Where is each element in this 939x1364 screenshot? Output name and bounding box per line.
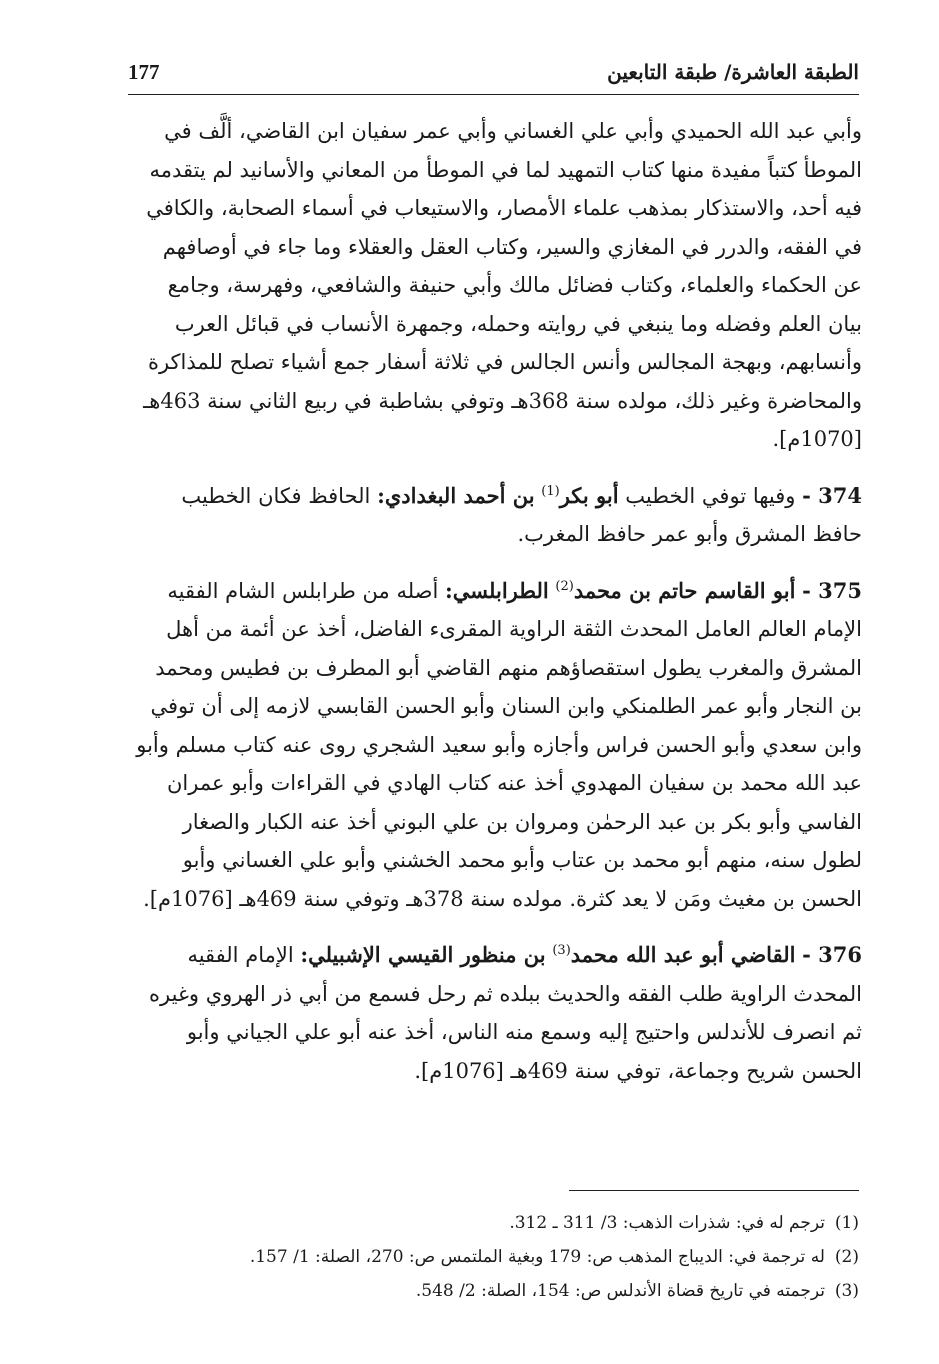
entry-text: الحافظ فكان الخطيب حافظ المشرق وأبو عمر حافظ المغرب. bbox=[181, 483, 862, 546]
page-header bbox=[128, 58, 859, 95]
entry-name: أبو القاسم حاتم بن محمد bbox=[573, 577, 796, 603]
main-text bbox=[130, 112, 862, 1090]
footnote-ref[interactable]: (2) bbox=[555, 578, 574, 594]
footnote-text: ترجمته في تاريخ قضاة الأندلس ص: 154، الصلة: 2/ 548. bbox=[415, 1281, 825, 1301]
entry-number: 374 - bbox=[802, 482, 862, 508]
footnote-number: (2) bbox=[834, 1247, 859, 1267]
entry-375 bbox=[130, 572, 862, 919]
page-number: 177 bbox=[128, 60, 160, 84]
entry-name: بن أحمد البغدادي: bbox=[377, 482, 535, 508]
footnote-ref[interactable]: (3) bbox=[552, 943, 571, 958]
paragraph-continuation: وأبي عبد الله الحميدي وأبي علي الغساني وأبي عمر سفيان ابن القاضي، ألَّف في الموطأ كتباً مفيدة منها كتاب التمهيد لما في الموطأ من المعاني والأسانيد لم يتقدمه فيه أحد، والاستذكار بمذهب علماء الأمصار، والاستيعاب في أسماء الصحابة، والكافي في الفقه، والدرر في المغازي والسير، وكتاب العقل والعقلاء وما جاء في أوصافهم عن الحكماء والعلماء، وكتاب فضائل مالك وأبي حنيفة والشافعي، وفهرسة، وجامع بيان العلم وفضله وما ينبغي في روايته وحمله، وجمهرة الأنساب في قبائل العرب وأنسابهم، وبهجة المجالس وأنس الجالس في ثلاثة أسفار جمع أشياء تصلح للمذاكرة والمحاضرة وغير ذلك، مولده سنة 368هـ وتوفي بشاطبة في ربيع الثاني سنة 463هـ [1070م]. bbox=[143, 119, 862, 451]
entry-text: الإمام الفقيه المحدث الراوية طلب الفقه والحديث ببلده ثم رحل فسمع من أبي ذر الهروي وغيره ثم انصرف للأندلس واحتيج إليه وسمع منه الناس، أخذ عنه أبو علي الجياني وأبو الحسن شريح وجماعة، توفي سنة 469هـ [1076م]. bbox=[149, 943, 862, 1083]
running-title: الطبقة العاشرة/ طبقة التابعين bbox=[607, 60, 859, 84]
entry-374 bbox=[130, 477, 862, 554]
footnote bbox=[139, 1240, 859, 1274]
entry-name: القاضي أبو عبد الله محمد bbox=[570, 942, 796, 967]
entry-376 bbox=[130, 936, 862, 1090]
entry-number: 375 - bbox=[802, 577, 862, 603]
entry-number: 376 - bbox=[802, 942, 862, 967]
footnote-number: (3) bbox=[834, 1281, 859, 1301]
footnote-ref[interactable]: (1) bbox=[541, 483, 560, 499]
footnote bbox=[139, 1206, 859, 1240]
footnote-text: ترجم له في: شذرات الذهب: 3/ 311 ـ 312. bbox=[509, 1213, 825, 1233]
footnote-divider bbox=[569, 1190, 859, 1191]
entry-name: الطرابلسي: bbox=[445, 577, 549, 603]
footnote-text: له ترجمة في: الديباج المذهب ص: 179 وبغية الملتمس ص: 270، الصلة: 1/ 157. bbox=[249, 1247, 825, 1267]
footnote-number: (1) bbox=[834, 1213, 859, 1233]
footnote bbox=[139, 1274, 859, 1308]
footnotes bbox=[139, 1206, 859, 1308]
entry-intro: وفيها توفي الخطيب bbox=[625, 483, 796, 508]
entry-name: أبو بكر bbox=[559, 482, 619, 508]
entry-text: أصله من طرابلس الشام الفقيه الإمام العالم العامل المحدث الثقة الراوية المقرىء الفاضل، أخذ عن أئمة من أهل المشرق والمغرب يطول استقصاؤهم منهم القاضي أبو المطرف بن فطيس ومحمد بن النجار وأبو عمر الطلمنكي وابن السنان وأبو الحسن القابسي لازمه إلى أن توفي وابن سعدي وأبو الحسن فراس وأجازه وأبو سعيد الشجري روى عنه كتاب مسلم وأبو عبد الله محمد بن سفيان المهدوي أخذ عنه كتاب الهادي في القراءات وأبو عمران الفاسي وأبو بكر بن عبد الرحمٰن ومروان بن علي البوني أخذ عنه الكبار والصغار لطول سنه، منهم أبو محمد بن عتاب وأبو محمد الخشني وأبو علي الغساني وأبو الحسن بن مغيث ومَن لا يعد كثرة. مولده سنة 378هـ وتوفي سنة 469هـ [1076م]. bbox=[136, 578, 862, 911]
entry-name: بن منظور القيسي الإشبيلي: bbox=[300, 942, 546, 967]
